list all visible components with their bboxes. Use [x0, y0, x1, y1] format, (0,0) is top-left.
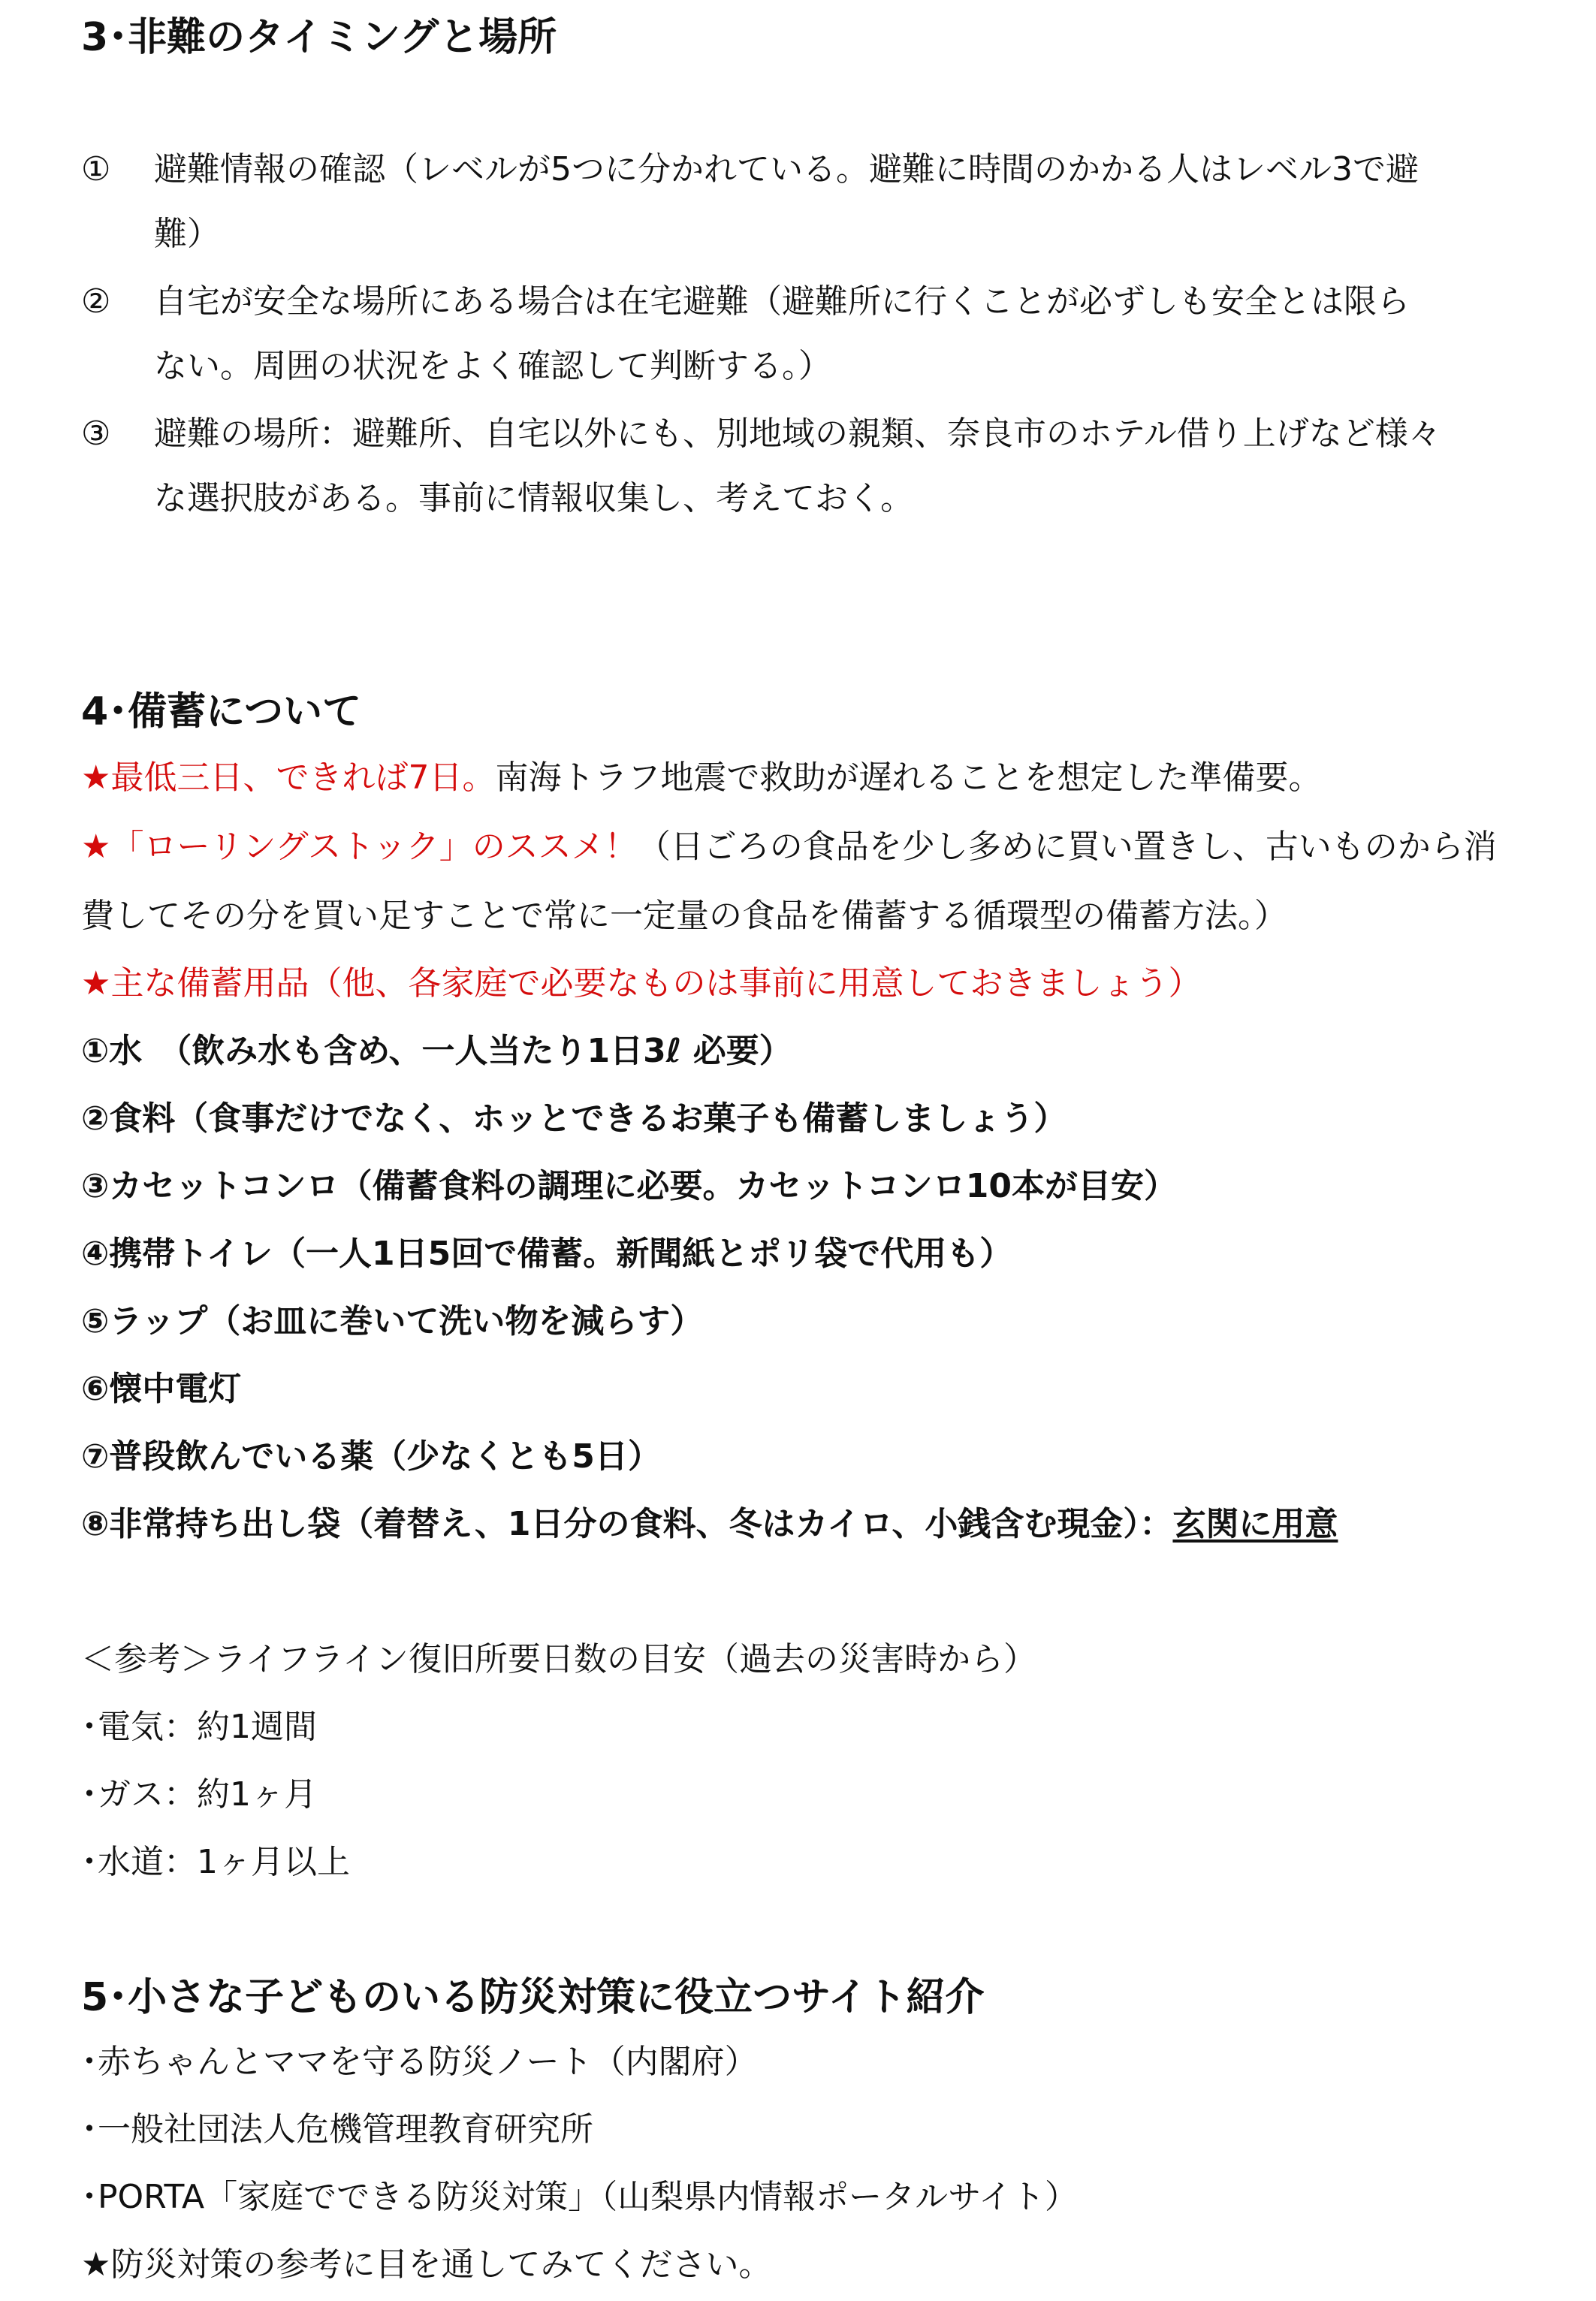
stockpile-item-5: ⑤ラップ（お皿に巻いて洗い物を減らす）: [81, 1302, 704, 1340]
stockpile-item-3: ③カセットコンロ（備蓄食料の調理に必要。カセットコンロ10本が目安）: [81, 1167, 1177, 1205]
section3-item1-line1: 避難情報の確認（レベルが5つに分かれている。避難に時間のかかる人はレベル3で避: [154, 150, 1419, 188]
section4-star1-highlight: ★最低三日、できれば7日。: [81, 758, 496, 797]
section3-item2-line1: 自宅が安全な場所にある場合は在宅避難（避難所に行くことが必ずしも安全とは限ら: [154, 282, 1410, 321]
section3-item3-line2: な選択肢がある。事前に情報収集し、考えておく。: [154, 479, 914, 517]
section5-closing: ★防災対策の参考に目を通してみてください。: [81, 2245, 772, 2284]
stockpile-item-6: ⑥懐中電灯: [81, 1370, 242, 1408]
section3-item1-line2: 難）: [154, 215, 220, 253]
reference-heading: ＜参考＞ライフライン復旧所要日数の目安（過去の災害時から）: [81, 1640, 1037, 1678]
section4-star2-text: （日ごろの食品を少し多めに買い置きし、古いものから消: [637, 828, 1497, 866]
stockpile-item-2: ②食料（食事だけでなく、ホッとできるお菓子も備蓄しましょう）: [81, 1099, 1067, 1138]
reference-item-gas: ･ガス：約1ヶ月: [81, 1775, 317, 1814]
reference-item-electricity: ･電気：約1週間: [81, 1708, 317, 1746]
section4-heading: 4･備蓄について: [81, 689, 362, 734]
reference-item-water: ･水道：1ヶ月以上: [81, 1843, 350, 1881]
stockpile-item-8-underlined: 玄関に用意: [1172, 1505, 1338, 1543]
section3-item2-number: ②: [81, 282, 111, 321]
stockpile-item-8: [81, 1502, 1591, 1547]
section5-heading: 5･小さな子どものいる防災対策に役立つサイト紹介: [81, 1975, 985, 2020]
stockpile-item-1: ①水 （飲み水も含め、一人当たり1日3ℓ 必要）: [81, 1032, 792, 1070]
section3-item3-line1: 避難の場所：避難所、自宅以外にも、別地域の親類、奈良市のホテル借り上げなど様々: [154, 415, 1441, 453]
section4-star1: [81, 755, 1591, 801]
section3-item3-number: ③: [81, 415, 111, 453]
section3-item1-number: ①: [81, 150, 111, 188]
section4-star2: [81, 825, 1591, 870]
section3-heading: 3･非難のタイミングと場所: [81, 15, 557, 60]
site-item-1: ･赤ちゃんとママを守る防災ノート（内閣府）: [81, 2043, 758, 2081]
stockpile-item-8-text: ⑧非常持ち出し袋（着替え、1日分の食料、冬はカイロ、小銭含む現金）：: [81, 1505, 1173, 1543]
section3-item2-line2: ない。周囲の状況をよく確認して判断する。）: [154, 347, 831, 385]
site-item-3: ･PORTA「家庭でできる防災対策」（山梨県内情報ポータルサイト）: [81, 2178, 1079, 2216]
stockpile-item-4: ④携帯トイレ（一人1日5回で備蓄。新聞紙とポリ袋で代用も）: [81, 1235, 1013, 1273]
section4-star2-highlight: ★「ローリングストック」のススメ！: [81, 828, 638, 866]
site-item-2: ･一般社団法人危機管理教育研究所: [81, 2110, 593, 2149]
section4-star2-line2: 費してその分を買い足すことで常に一定量の食品を備蓄する循環型の備蓄方法。）: [81, 897, 1287, 935]
stockpile-item-7: ⑦普段飲んでいる薬（少なくとも5日）: [81, 1437, 661, 1476]
section4-star3: ★主な備蓄用品（他、各家庭で必要なものは事前に用意しておきましょう）: [81, 964, 1202, 1003]
section4-star1-text: 南海トラフ地震で救助が遅れることを想定した準備要。: [495, 758, 1322, 797]
